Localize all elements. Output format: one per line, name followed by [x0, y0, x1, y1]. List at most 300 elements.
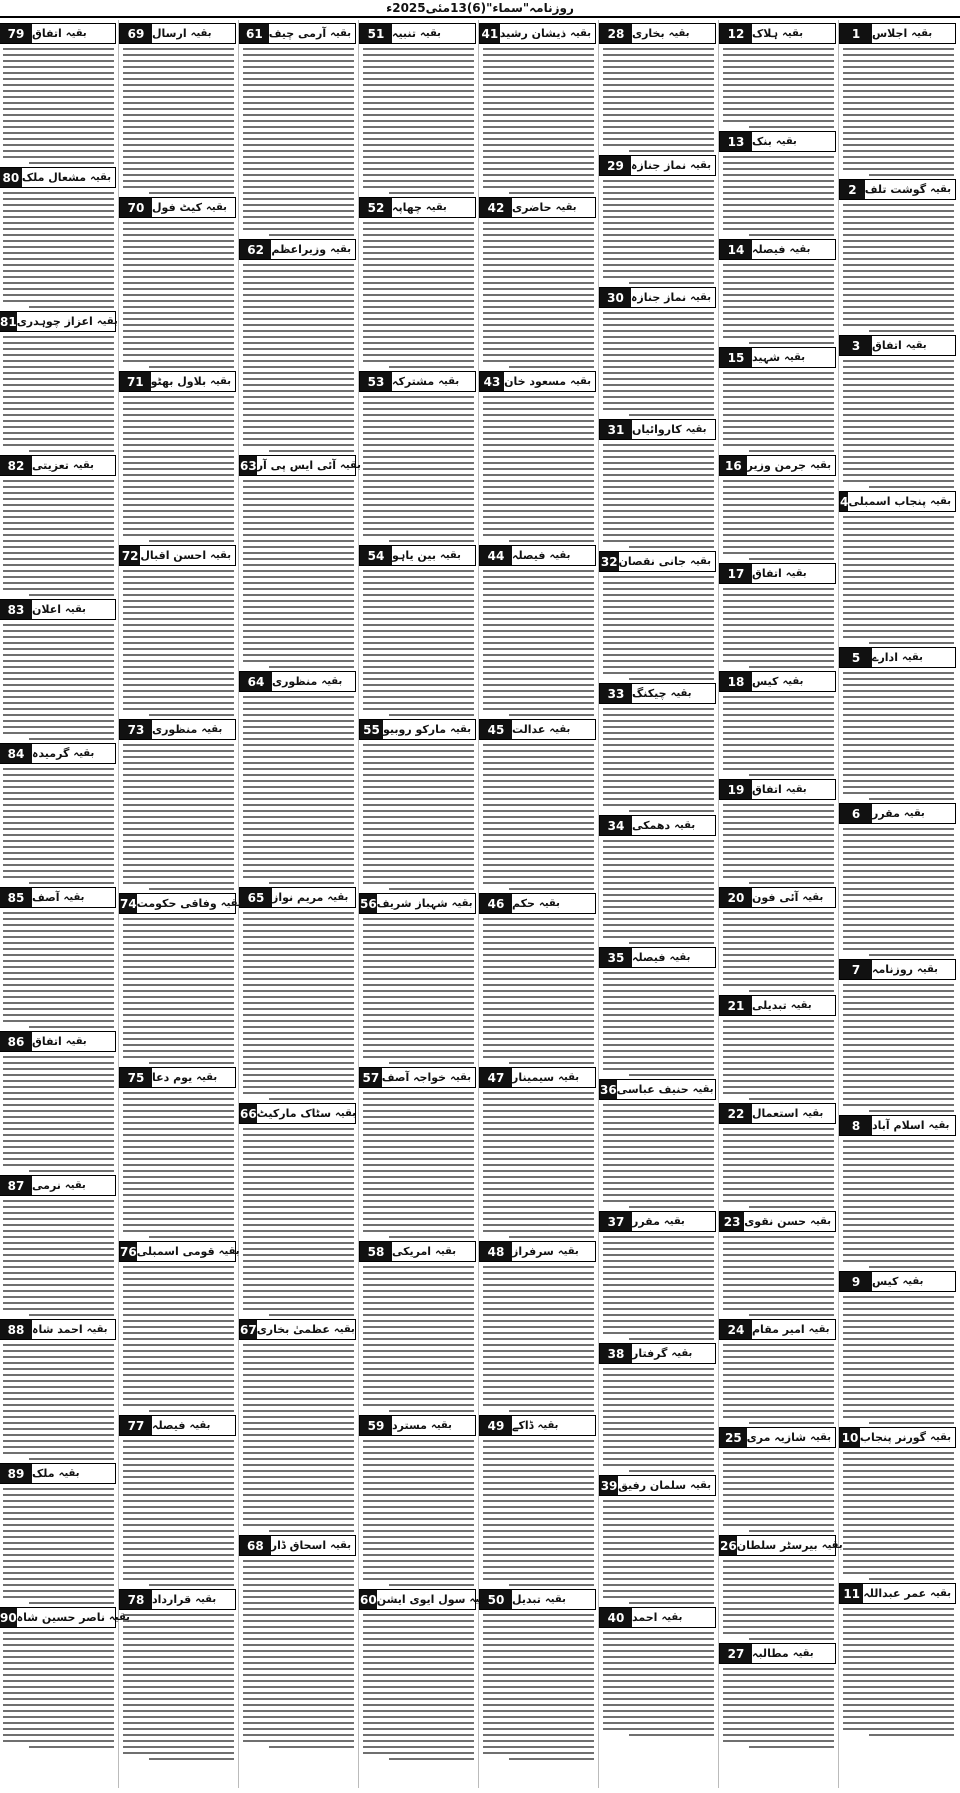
- article-number: 14: [720, 240, 752, 259]
- text-line: [363, 408, 474, 410]
- continuation-tag: بقیہ: [58, 1468, 80, 1479]
- text-line: [243, 1470, 354, 1472]
- text-line: [3, 924, 114, 926]
- text-line: [3, 930, 114, 932]
- text-line: [123, 1050, 234, 1052]
- article-heading: [479, 371, 596, 392]
- text-line: [723, 930, 834, 932]
- text-line: [363, 312, 474, 314]
- text-line: [243, 1344, 354, 1346]
- text-line: [843, 1338, 954, 1340]
- article-title-text: گوشت تلف: [864, 183, 927, 196]
- text-line: [483, 648, 594, 650]
- text-line: [243, 846, 354, 848]
- text-line: [723, 1602, 834, 1604]
- text-line: [363, 936, 474, 938]
- text-line: [243, 618, 354, 620]
- text-line: [483, 960, 594, 962]
- text-line: [483, 996, 594, 998]
- text-line: [363, 984, 474, 986]
- text-line: [3, 1512, 114, 1514]
- article-number: 6: [840, 804, 872, 823]
- text-line: [483, 1746, 594, 1748]
- text-line: [243, 510, 354, 512]
- text-line: [483, 1476, 594, 1478]
- text-line: [363, 642, 474, 644]
- text-line: [603, 1722, 714, 1724]
- text-line: [603, 1410, 714, 1412]
- text-line: [3, 294, 114, 296]
- text-line: [123, 48, 234, 50]
- text-line: [603, 798, 714, 800]
- text-line: [603, 1188, 714, 1190]
- text-line: [3, 246, 114, 248]
- text-line: [3, 864, 114, 866]
- text-line: [3, 228, 114, 230]
- text-line: [243, 504, 354, 506]
- text-line: [243, 1032, 354, 1034]
- article-title: [512, 1590, 595, 1609]
- text-line: [243, 708, 354, 710]
- text-line: [123, 1632, 234, 1634]
- text-line: [363, 288, 474, 290]
- text-line: [723, 192, 834, 194]
- article-number: 22: [720, 1104, 752, 1123]
- text-line: [363, 1614, 474, 1616]
- article-body: [479, 48, 596, 194]
- text-line: [363, 990, 474, 992]
- text-line: [363, 1746, 474, 1748]
- text-line: [3, 534, 114, 536]
- text-line: [723, 1470, 834, 1472]
- text-line: [603, 114, 714, 116]
- text-line: [243, 1566, 354, 1568]
- text-line: [483, 336, 594, 338]
- text-line: [603, 1542, 714, 1544]
- article-title-text: بنک: [752, 135, 772, 148]
- text-line: [483, 1044, 594, 1046]
- text-line: [123, 342, 234, 344]
- text-line: [843, 132, 954, 134]
- text-line: [243, 720, 354, 722]
- text-line: [843, 1518, 954, 1520]
- text-line: [603, 348, 714, 350]
- text-line: [3, 1110, 114, 1112]
- text-line: [723, 1596, 834, 1598]
- text-line: [243, 642, 354, 644]
- text-line: [603, 1584, 714, 1586]
- text-line: [483, 756, 594, 758]
- text-line: [3, 1536, 114, 1538]
- text-line: [723, 1248, 834, 1250]
- text-line: [363, 708, 474, 710]
- text-line: [3, 138, 114, 140]
- article-number: 52: [360, 198, 392, 217]
- text-line: [723, 654, 834, 656]
- text-line: [3, 672, 114, 674]
- text-line: [123, 1560, 234, 1562]
- text-line: [483, 1662, 594, 1664]
- text-line: [723, 942, 834, 944]
- text-line: [243, 444, 354, 446]
- text-line: [603, 1632, 714, 1634]
- text-line: [483, 1488, 594, 1490]
- text-line: [843, 708, 954, 710]
- text-line: [869, 1266, 954, 1268]
- text-line: [483, 1200, 594, 1202]
- text-line: [3, 516, 114, 518]
- text-line: [483, 114, 594, 116]
- continuation-tag: بقیہ: [785, 784, 807, 795]
- article-title: [872, 1116, 955, 1135]
- text-line: [123, 762, 234, 764]
- text-line: [603, 1518, 714, 1520]
- text-line: [123, 276, 234, 278]
- text-line: [243, 870, 354, 872]
- text-line: [843, 282, 954, 284]
- text-line: [243, 1464, 354, 1466]
- article-number: 44: [480, 546, 512, 565]
- text-line: [483, 1674, 594, 1676]
- text-line: [123, 984, 234, 986]
- text-line: [123, 792, 234, 794]
- text-line: [123, 846, 234, 848]
- text-line: [363, 144, 474, 146]
- text-line: [723, 1692, 834, 1694]
- text-line: [3, 858, 114, 860]
- text-line: [483, 1146, 594, 1148]
- text-line: [243, 366, 354, 368]
- text-line: [483, 132, 594, 134]
- text-line: [363, 516, 474, 518]
- text-line: [483, 420, 594, 422]
- text-line: [243, 1194, 354, 1196]
- text-line: [363, 702, 474, 704]
- text-line: [363, 996, 474, 998]
- text-line: [723, 756, 834, 758]
- text-line: [243, 942, 354, 944]
- text-line: [843, 408, 954, 410]
- text-line: [243, 144, 354, 146]
- text-line: [483, 102, 594, 104]
- text-line: [243, 768, 354, 770]
- text-line: [723, 594, 834, 596]
- text-line: [3, 708, 114, 710]
- article-title: [392, 1242, 475, 1261]
- text-line: [363, 1356, 474, 1358]
- article-number: 67: [240, 1320, 257, 1339]
- text-line: [603, 222, 714, 224]
- text-line: [123, 990, 234, 992]
- text-line: [363, 1716, 474, 1718]
- text-line: [483, 1152, 594, 1154]
- text-line: [363, 1506, 474, 1508]
- text-line: [603, 486, 714, 488]
- article-title: [377, 894, 477, 913]
- text-line: [603, 864, 714, 866]
- text-line: [603, 1158, 714, 1160]
- article-title-text: نماز جنازہ: [630, 159, 687, 172]
- text-line: [603, 48, 714, 50]
- text-line: [603, 534, 714, 536]
- text-line: [123, 834, 234, 836]
- text-line: [723, 1728, 834, 1730]
- text-line: [363, 1560, 474, 1562]
- text-line: [3, 1560, 114, 1562]
- text-line: [843, 846, 954, 848]
- text-line: [483, 1320, 594, 1322]
- text-line: [843, 1254, 954, 1256]
- text-line: [3, 912, 114, 914]
- article-title-text: آئی فون: [752, 891, 799, 904]
- text-line: [123, 1350, 234, 1352]
- text-line: [243, 1686, 354, 1688]
- article-title-text: دھمکی: [632, 819, 671, 832]
- text-line: [3, 1566, 114, 1568]
- text-line: [363, 138, 474, 140]
- text-line: [483, 768, 594, 770]
- text-line: [363, 798, 474, 800]
- text-line: [603, 1236, 714, 1238]
- text-line: [483, 1230, 594, 1232]
- text-line: [3, 1698, 114, 1700]
- continuation-tag: بقیہ: [206, 202, 227, 213]
- article-number: 60: [360, 1590, 377, 1609]
- article-heading: [599, 947, 716, 968]
- article-heading: [719, 1211, 836, 1232]
- continuation-tag: بقیہ: [549, 724, 571, 735]
- text-line: [483, 1098, 594, 1100]
- text-line: [843, 384, 954, 386]
- text-line: [243, 702, 354, 704]
- article-number: 21: [720, 996, 752, 1015]
- text-line: [483, 1752, 594, 1754]
- article-heading: [0, 455, 116, 476]
- text-line: [629, 810, 714, 812]
- text-line: [483, 1728, 594, 1730]
- text-line: [483, 1224, 594, 1226]
- text-line: [723, 1464, 834, 1466]
- article-heading: [719, 671, 836, 692]
- text-line: [749, 774, 834, 776]
- text-line: [243, 984, 354, 986]
- text-line: [363, 492, 474, 494]
- text-line: [243, 1134, 354, 1136]
- article-title-text: قومی اسمبلی: [136, 1245, 215, 1258]
- continuation-tag: بقیہ: [911, 28, 933, 39]
- text-line: [363, 486, 474, 488]
- text-line: [243, 1374, 354, 1376]
- text-line: [123, 756, 234, 758]
- text-line: [123, 324, 234, 326]
- text-line: [3, 984, 114, 986]
- article-title: [752, 24, 835, 43]
- text-line: [3, 1524, 114, 1526]
- article-title: [272, 672, 355, 691]
- text-line: [483, 534, 594, 536]
- text-line: [363, 1482, 474, 1484]
- text-line: [363, 804, 474, 806]
- text-line: [843, 288, 954, 290]
- article-heading: [599, 155, 716, 176]
- article-heading: [719, 347, 836, 368]
- text-line: [123, 852, 234, 854]
- text-line: [723, 1152, 834, 1154]
- text-line: [3, 1422, 114, 1424]
- text-line: [123, 774, 234, 776]
- text-line: [243, 1050, 354, 1052]
- article-title: [392, 1416, 475, 1435]
- text-line: [483, 798, 594, 800]
- text-line: [843, 252, 954, 254]
- text-line: [603, 132, 714, 134]
- text-line: [243, 1500, 354, 1502]
- continuation-tag: بقیہ: [196, 1072, 218, 1083]
- text-line: [843, 162, 954, 164]
- text-line: [603, 1524, 714, 1526]
- article-title: [617, 1080, 718, 1099]
- text-line: [123, 510, 234, 512]
- text-line: [723, 426, 834, 428]
- text-line: [723, 180, 834, 182]
- text-line: [843, 864, 954, 866]
- text-line: [843, 1500, 954, 1502]
- text-line: [723, 1578, 834, 1580]
- text-line: [243, 192, 354, 194]
- column: [478, 20, 596, 1788]
- text-line: [603, 186, 714, 188]
- text-line: [363, 1374, 474, 1376]
- article-heading: [359, 197, 476, 218]
- text-line: [723, 84, 834, 86]
- article-title: [137, 894, 246, 913]
- article-title-text: کیٹ فول: [152, 201, 203, 214]
- continuation-tag: بقیہ: [785, 568, 807, 579]
- article-body: [119, 48, 236, 194]
- article-heading: [239, 671, 356, 692]
- text-line: [243, 186, 354, 188]
- article-body: [839, 360, 956, 488]
- text-line: [843, 1086, 954, 1088]
- text-line: [363, 1020, 474, 1022]
- text-line: [483, 1566, 594, 1568]
- text-line: [363, 786, 474, 788]
- text-line: [843, 1230, 954, 1232]
- article-title-text: مطالبہ: [752, 1647, 789, 1660]
- article-title: [32, 1032, 115, 1051]
- text-line: [843, 96, 954, 98]
- text-line: [603, 276, 714, 278]
- article-number: 56: [360, 894, 377, 913]
- text-line: [123, 1284, 234, 1286]
- text-line: [123, 408, 234, 410]
- article-heading: [239, 1535, 356, 1556]
- text-line: [723, 1488, 834, 1490]
- text-line: [3, 150, 114, 152]
- text-line: [603, 246, 714, 248]
- text-line: [243, 270, 354, 272]
- text-line: [123, 636, 234, 638]
- text-line: [123, 1014, 234, 1016]
- text-line: [723, 216, 834, 218]
- text-line: [243, 120, 354, 122]
- text-line: [483, 1332, 594, 1334]
- text-line: [363, 1752, 474, 1754]
- text-line: [869, 174, 954, 176]
- text-line: [243, 1416, 354, 1418]
- article-body: [599, 1236, 716, 1340]
- text-line: [3, 1368, 114, 1370]
- text-line: [603, 804, 714, 806]
- text-line: [363, 1734, 474, 1736]
- text-line: [603, 1278, 714, 1280]
- text-line: [483, 360, 594, 362]
- text-line: [723, 1074, 834, 1076]
- text-line: [3, 1398, 114, 1400]
- text-line: [723, 1242, 834, 1244]
- text-line: [123, 1230, 234, 1232]
- text-line: [3, 876, 114, 878]
- text-line: [629, 678, 714, 680]
- article-number: 18: [720, 672, 752, 691]
- text-line: [843, 144, 954, 146]
- text-line: [243, 1290, 354, 1292]
- text-line: [123, 690, 234, 692]
- text-line: [123, 804, 234, 806]
- text-line: [483, 624, 594, 626]
- text-line: [843, 720, 954, 722]
- text-line: [723, 1128, 834, 1130]
- text-line: [243, 384, 354, 386]
- continuation-tag: بقیہ: [425, 202, 447, 213]
- text-line: [243, 360, 354, 362]
- text-line: [629, 942, 714, 944]
- text-line: [363, 780, 474, 782]
- article-title: [632, 1212, 715, 1231]
- article-title: [383, 720, 475, 739]
- text-line: [483, 1650, 594, 1652]
- article-body: [719, 48, 836, 128]
- article-number: 79: [0, 24, 32, 43]
- text-line: [509, 1410, 594, 1412]
- text-line: [603, 990, 714, 992]
- text-line: [843, 990, 954, 992]
- text-line: [243, 1488, 354, 1490]
- text-line: [603, 1386, 714, 1388]
- article-heading: [0, 1319, 116, 1340]
- continuation-tag: بقیہ: [420, 28, 441, 39]
- text-line: [243, 1266, 354, 1268]
- text-line: [483, 750, 594, 752]
- text-line: [603, 510, 714, 512]
- text-line: [3, 852, 114, 854]
- continuation-tag: بقیہ: [782, 676, 804, 687]
- text-line: [363, 1464, 474, 1466]
- text-line: [29, 1170, 114, 1172]
- text-line: [483, 1656, 594, 1658]
- text-line: [123, 864, 234, 866]
- text-line: [243, 402, 354, 404]
- continuation-tag: بقیہ: [792, 1648, 814, 1659]
- text-line: [843, 1104, 954, 1106]
- text-line: [123, 306, 234, 308]
- text-line: [603, 456, 714, 458]
- text-line: [603, 1374, 714, 1376]
- text-line: [363, 972, 474, 974]
- text-line: [243, 630, 354, 632]
- text-line: [723, 492, 834, 494]
- text-line: [363, 1542, 474, 1544]
